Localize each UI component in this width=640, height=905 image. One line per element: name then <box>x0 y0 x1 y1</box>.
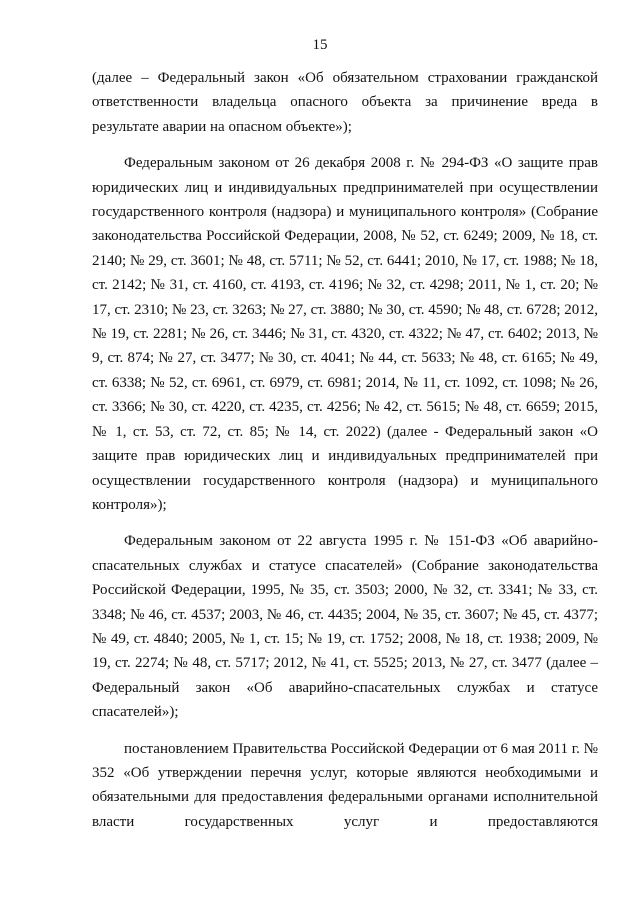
paragraph-law-294-fz: Федеральным законом от 26 декабря 2008 г. № 294-ФЗ «О защите прав юридических лиц и индивидуальных предпринимателей при осуществлении государственного контроля (надзора) и муниципального контроля» (Собрание законодательства Российской Федерации, 2008, № 52, ст. 6249; 2009, № 18, ст. 2140; № 29, ст. 3601; № 48, ст. 5711; № 52, ст. 6441; 2010, № 17, ст. 1988; № 18, ст. 2142; № 31, ст. 4160, ст. 4193, ст. 4196; № 32, ст. 4298; 2011, № 1, ст. 20; № 17, ст. 2310; № 23, ст. 3263; № 27, ст. 3880; № 30, ст. 4590; № 48, ст. 6728; 2012, № 19, ст. 2281; № 26, ст. 3446; № 31, ст. 4320, ст. 4322; № 47, ст. 6402; 2013, № 9, ст. 874; № 27, ст. 3477; № 30, ст. 4041; № 44, ст. 5633; № 48, ст. 6165; № 49, ст. 6338; № 52, ст. 6961, ст. 6979, ст. 6981; 2014, № 11, ст. 1092, ст. 1098; № 26, ст. 3366; № 30, ст. 4220, ст. 4235, ст. 4256; № 42, ст. 5615; № 48, ст. 6659; 2015, № 1, ст. 53, ст. 72, ст. 85; № 14, ст. 2022) (далее - Федеральный закон «О защите прав юридических лиц и индивидуальных предпринимателей при осуществлении государственного контроля (надзора) и муниципального контроля»); <box>92 155 599 513</box>
document-body <box>92 66 598 834</box>
paragraph-government-decree-352: постановлением Правительства Российской Федерации от 6 мая 2011 г. № 352 «Об утверждении перечня услуг, которые являются необходимыми и обязательными для предоставления федеральными органами исполнительной власти государственных услуг и предоставляются <box>92 740 598 830</box>
paragraph-continuation: (далее – Федеральный закон «Об обязательном страховании гражданской ответственности владельца опасного объекта за причинение вреда в результате аварии на опасном объекте»); <box>92 70 598 135</box>
paragraph-law-151-fz: Федеральным законом от 22 августа 1995 г. № 151-ФЗ «Об аварийно-спасательных службах и статусе спасателей» (Собрание законодательства Российской Федерации, 1995, № 35, ст. 3503; 2000, № 32, ст. 3341; № 33, ст. 3348; № 46, ст. 4537; 2003, № 46, ст. 4435; 2004, № 35, ст. 3607; № 45, ст. 4377; № 49, ст. 4840; 2005, № 1, ст. 15; № 19, ст. 1752; 2008, № 18, ст. 1938; 2009, № 19, ст. 2274; № 48, ст. 5717; 2012, № 41, ст. 5525; 2013, № 27, ст. 3477 (далее – Федеральный закон «Об аварийно-спасательных службах и статусе спасателей»); <box>92 533 598 721</box>
page-number: 15 <box>312 37 328 53</box>
